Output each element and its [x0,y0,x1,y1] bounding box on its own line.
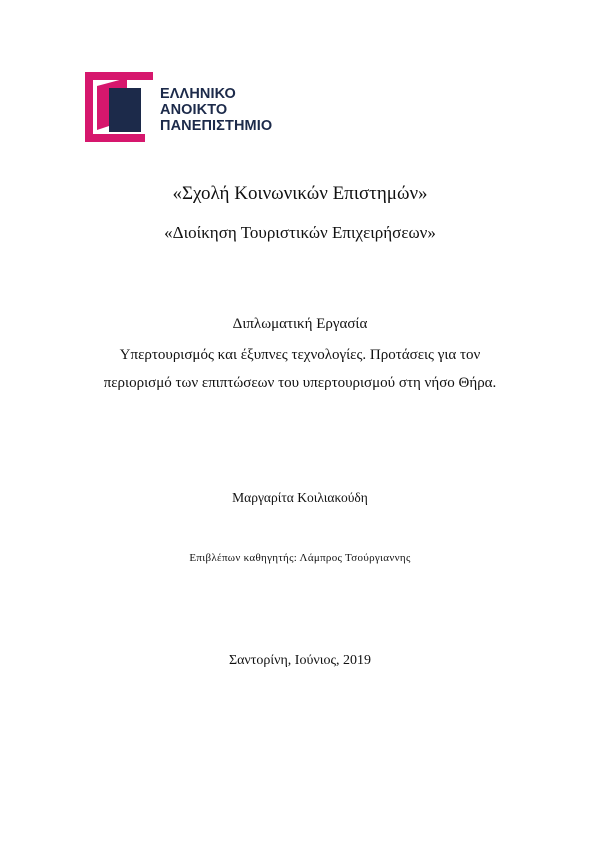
logo-line-2: ΑΝΟΙΚΤΟ [160,102,228,118]
logo-line-1: ΕΛΛΗΝΙΚΟ [160,86,236,102]
university-emblem-icon [85,72,157,144]
author-name: Μαργαρίτα Κοιλιακούδη [232,490,368,505]
thesis-title-line-2: περιορισμό των επιπτώσεων του υπερτουρισμού στη νήσο Θήρα. [103,375,497,391]
logo-line-3: ΠΑΝΕΠΙΣΤΗΜΙΟ [160,118,273,134]
place-date: Σαντορίνη, Ιούνιος, 2019 [228,653,372,668]
thesis-title-line-1: Υπερτουρισμός και έξυπνες τεχνολογίες. Προτάσεις για τον [119,347,481,363]
school-name: «Σχολή Κοινωνικών Επιστημών» [172,183,428,204]
supervisor: Επιβλέπων καθηγητής: Λάμπρος Τσούργιαννης [189,552,411,564]
program-name: «Διοίκηση Τουριστικών Επιχειρήσεων» [164,223,436,242]
logo-wordmark [160,86,272,134]
thesis-type: Διπλωματική Εργασία [232,316,368,332]
university-logo [85,72,275,144]
